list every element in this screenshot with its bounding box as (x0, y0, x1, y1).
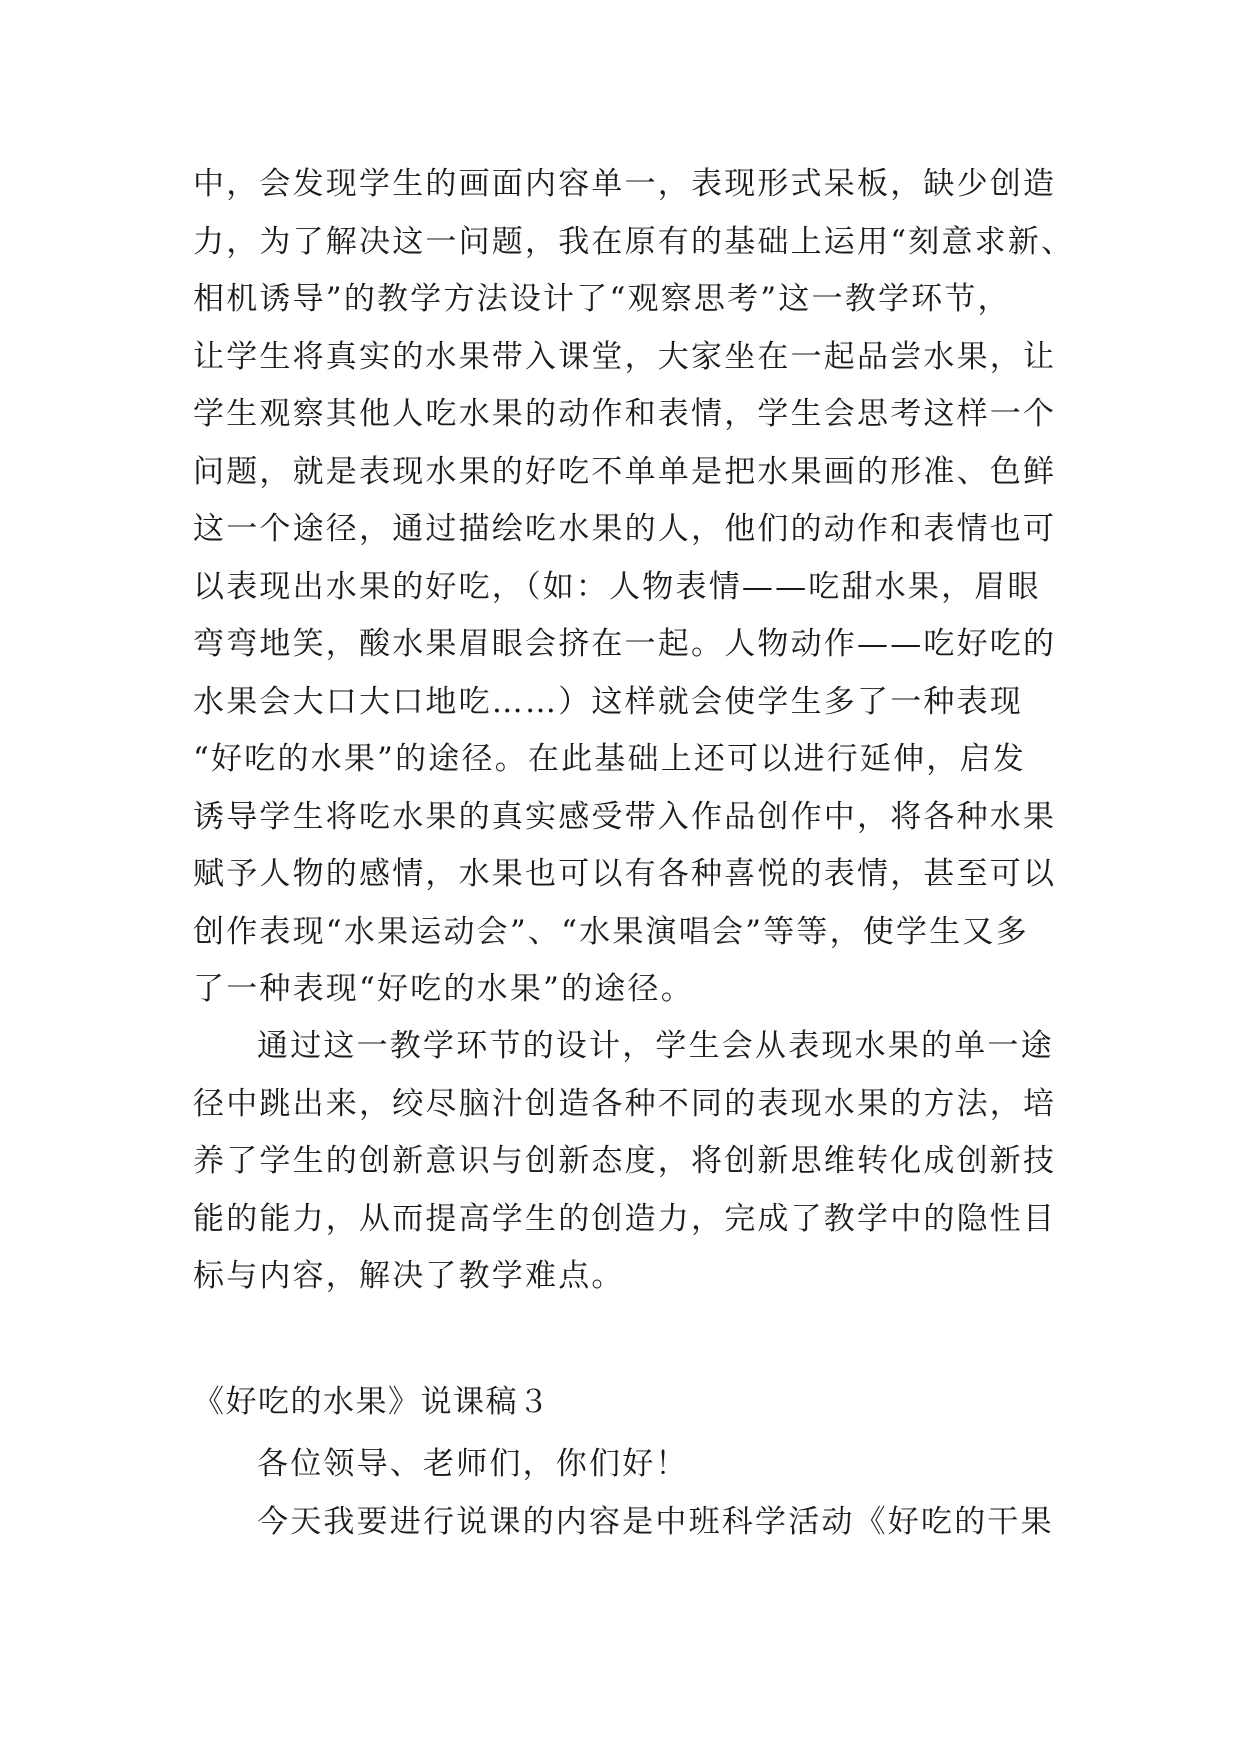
paragraph-greeting (193, 1436, 1063, 1551)
text-line: 这一个途径，通过描绘吃水果的人，他们的动作和表情也可 (193, 511, 1057, 547)
text-line: 让学生将真实的水果带入课堂，大家坐在一起品尝水果，让 (193, 338, 1057, 375)
paragraph-fruit-observation (193, 156, 1075, 1019)
text-line: 水果会大口大口地吃……）这样就会使学生多了一种表现 (193, 683, 1023, 720)
section-heading: 《好吃的水果》说课稿３ (193, 1384, 551, 1420)
text-line: 通过这一教学环节的设计，学生会从表现水果的单一途 (257, 1028, 1054, 1064)
text-line: 学生观察其他人吃水果的动作和表情，学生会思考这样一个 (193, 396, 1057, 432)
text-line: 创作表现“水果运动会”、“水果演唱会”等等，使学生又多 (193, 913, 1029, 950)
text-line: 能的能力，从而提高学生的创造力，完成了教学中的隐性目 (193, 1200, 1057, 1237)
text-line: 以表现出水果的好吃，（如：人物表情——吃甜水果，眉眼 (193, 568, 1041, 605)
text-line: 了一种表现“好吃的水果”的途径。 (193, 971, 694, 1007)
text-line: 力，为了解决这一问题，我在原有的基础上运用“刻意求新、 (193, 223, 1075, 260)
text-line: 弯弯地笑，酸水果眉眼会挤在一起。人物动作——吃好吃的 (193, 626, 1057, 662)
text-line: 问题，就是表现水果的好吃不单单是把水果画的形准、色鲜 (193, 453, 1057, 490)
text-line: 各位领导、老师们，你们好！ (257, 1446, 689, 1482)
paragraph-teaching-outcome (193, 1018, 1063, 1306)
text-line: 养了学生的创新意识与创新态度，将创新思维转化成创新技 (193, 1143, 1057, 1179)
text-line: 诱导学生将吃水果的真实感受带入作品创作中，将各种水果 (193, 798, 1057, 835)
text-line: 标与内容，解决了教学难点。 (193, 1258, 625, 1294)
text-line: 赋予人物的感情，水果也可以有各种喜悦的表情，甚至可以 (193, 856, 1057, 892)
text-line: 径中跳出来，绞尽脑汁创造各种不同的表现水果的方法，培 (193, 1085, 1057, 1122)
text-line: 相机诱导”的教学方法设计了“观察思考”这一教学环节， (193, 281, 1011, 317)
text-line: 今天我要进行说课的内容是中班科学活动《好吃的干果 (257, 1503, 1054, 1540)
text-line: 中，会发现学生的画面内容单一，表现形式呆板，缺少创造 (193, 166, 1057, 202)
text-line: “好吃的水果”的途径。在此基础上还可以进行延伸，启发 (193, 741, 1026, 777)
